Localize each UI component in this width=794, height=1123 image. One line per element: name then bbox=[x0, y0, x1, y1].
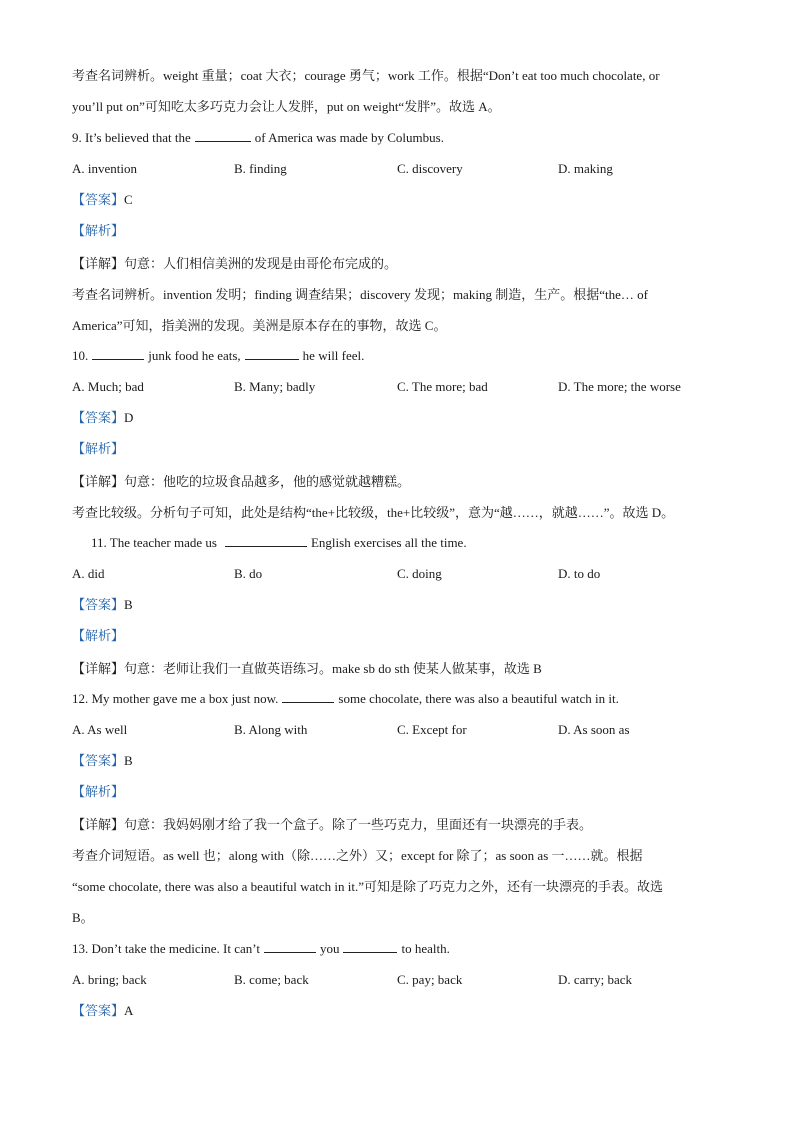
stem-text: you bbox=[319, 941, 340, 956]
analysis-tag-text: 【解析】 bbox=[72, 223, 125, 238]
answer-value: C bbox=[124, 192, 133, 207]
analysis-tag bbox=[72, 440, 722, 458]
stem-text: English exercises all the time. bbox=[310, 535, 467, 550]
answer-blank bbox=[195, 140, 251, 142]
detail-line-12 bbox=[72, 816, 722, 834]
detail-text: 句意：我妈妈刚才给了我一个盒子。除了一些巧克力，里面还有一块漂亮的手表。 bbox=[124, 817, 593, 832]
option-d: D. to do bbox=[558, 566, 601, 581]
question-stem-11 bbox=[91, 534, 741, 552]
answer-line-13 bbox=[72, 1002, 722, 1020]
answer-blank bbox=[225, 545, 307, 547]
analysis-tag bbox=[72, 222, 722, 240]
detail-tag: 【详解】 bbox=[72, 256, 125, 271]
answer-line-12 bbox=[72, 752, 722, 770]
question-stem-13 bbox=[72, 940, 722, 958]
explanation-line: 考查名词辨析。weight 重量；coat 大衣；courage 勇气；work 工作。根据“Don’t eat too much chocolate, or bbox=[72, 68, 660, 83]
stem-text: 9. It’s believed that the bbox=[72, 130, 191, 145]
stem-text: of America was made by Columbus. bbox=[254, 130, 444, 145]
option-c: C. The more; bad bbox=[397, 379, 488, 394]
answer-line-11 bbox=[72, 596, 722, 614]
answer-blank bbox=[264, 951, 316, 953]
option-b: B. finding bbox=[234, 161, 287, 176]
explanation-line: “some chocolate, there was also a beautiful watch in it.”可知是除了巧克力之外，还有一块漂亮的手表。故选 bbox=[72, 879, 664, 894]
option-a: A. As well bbox=[72, 722, 128, 737]
explanation-line: B。 bbox=[72, 910, 94, 925]
option-b: B. Along with bbox=[234, 722, 308, 737]
answer-blank bbox=[245, 358, 299, 360]
question-stem-12 bbox=[72, 690, 722, 708]
analysis-tag bbox=[72, 783, 722, 801]
analysis-tag-text: 【解析】 bbox=[72, 441, 125, 456]
explanation-line: 考查比较级。分析句子可知，此处是结构“the+比较级，the+比较级”，意为“越……，就越……”。故选 D。 bbox=[72, 505, 675, 520]
option-d: D. As soon as bbox=[558, 722, 630, 737]
explanation-line: 考查名词辨析。invention 发明；finding 调查结果；discovery 发现；making 制造，生产。根据“the… of bbox=[72, 287, 648, 302]
option-d: D. The more; the worse bbox=[558, 379, 681, 394]
option-a: A. invention bbox=[72, 161, 137, 176]
answer-value: D bbox=[124, 410, 134, 425]
option-a: A. Much; bad bbox=[72, 379, 144, 394]
detail-line-11 bbox=[72, 660, 722, 678]
stem-text: 11. The teacher made us bbox=[91, 535, 217, 550]
analysis-tag-text: 【解析】 bbox=[72, 628, 125, 643]
answer-tag: 【答案】 bbox=[72, 192, 125, 207]
answer-blank bbox=[343, 951, 397, 953]
option-d: D. making bbox=[558, 161, 613, 176]
detail-tag: 【详解】 bbox=[72, 661, 125, 676]
answer-value: A bbox=[124, 1003, 134, 1018]
option-b: B. Many; badly bbox=[234, 379, 316, 394]
answer-value: B bbox=[124, 597, 133, 612]
answer-tag: 【答案】 bbox=[72, 597, 125, 612]
explanation-line: you’ll put on”可知吃太多巧克力会让人发胖，put on weight“发胖”。故选 A。 bbox=[72, 99, 501, 114]
answer-tag: 【答案】 bbox=[72, 410, 125, 425]
explanation-line: America”可知，指美洲的发现。美洲是原本存在的事物，故选 C。 bbox=[72, 318, 447, 333]
answer-tag: 【答案】 bbox=[72, 753, 125, 768]
option-a: A. bring; back bbox=[72, 972, 147, 987]
option-a: A. did bbox=[72, 566, 105, 581]
detail-tag: 【详解】 bbox=[72, 817, 125, 832]
answer-line-9 bbox=[72, 191, 722, 209]
stem-text: 12. My mother gave me a box just now. bbox=[72, 691, 279, 706]
analysis-tag bbox=[72, 627, 722, 645]
option-c: C. pay; back bbox=[397, 972, 463, 987]
stem-text: 10. bbox=[72, 348, 89, 363]
option-d: D. carry; back bbox=[558, 972, 632, 987]
stem-text: some chocolate, there was also a beautiful watch in it. bbox=[338, 691, 619, 706]
stem-text: he will feel. bbox=[302, 348, 365, 363]
option-c: C. Except for bbox=[397, 722, 467, 737]
detail-tag: 【详解】 bbox=[72, 474, 125, 489]
answer-line-10 bbox=[72, 409, 722, 427]
detail-text: 句意：他吃的垃圾食品越多，他的感觉就越糟糕。 bbox=[124, 474, 411, 489]
answer-tag: 【答案】 bbox=[72, 1003, 125, 1018]
option-c: C. doing bbox=[397, 566, 442, 581]
question-stem-10 bbox=[72, 347, 722, 365]
option-c: C. discovery bbox=[397, 161, 463, 176]
detail-line-9 bbox=[72, 255, 722, 273]
stem-text: 13. Don’t take the medicine. It can’t bbox=[72, 941, 260, 956]
stem-text: to health. bbox=[401, 941, 450, 956]
option-b: B. do bbox=[234, 566, 263, 581]
explanation-line: 考查介词短语。as well 也；along with（除……之外）又；except for 除了；as soon as 一……就。根据 bbox=[72, 848, 643, 863]
option-b: B. come; back bbox=[234, 972, 309, 987]
answer-value: B bbox=[124, 753, 133, 768]
analysis-tag-text: 【解析】 bbox=[72, 784, 125, 799]
detail-line-10 bbox=[72, 473, 722, 491]
detail-text: 句意：人们相信美洲的发现是由哥伦布完成的。 bbox=[124, 256, 398, 271]
answer-blank bbox=[92, 358, 144, 360]
answer-blank bbox=[282, 701, 334, 703]
question-stem-9 bbox=[72, 129, 722, 147]
detail-text: 句意：老师让我们一直做英语练习。make sb do sth 使某人做某事，故选 B bbox=[124, 661, 542, 676]
stem-text: junk food he eats, bbox=[148, 348, 241, 363]
